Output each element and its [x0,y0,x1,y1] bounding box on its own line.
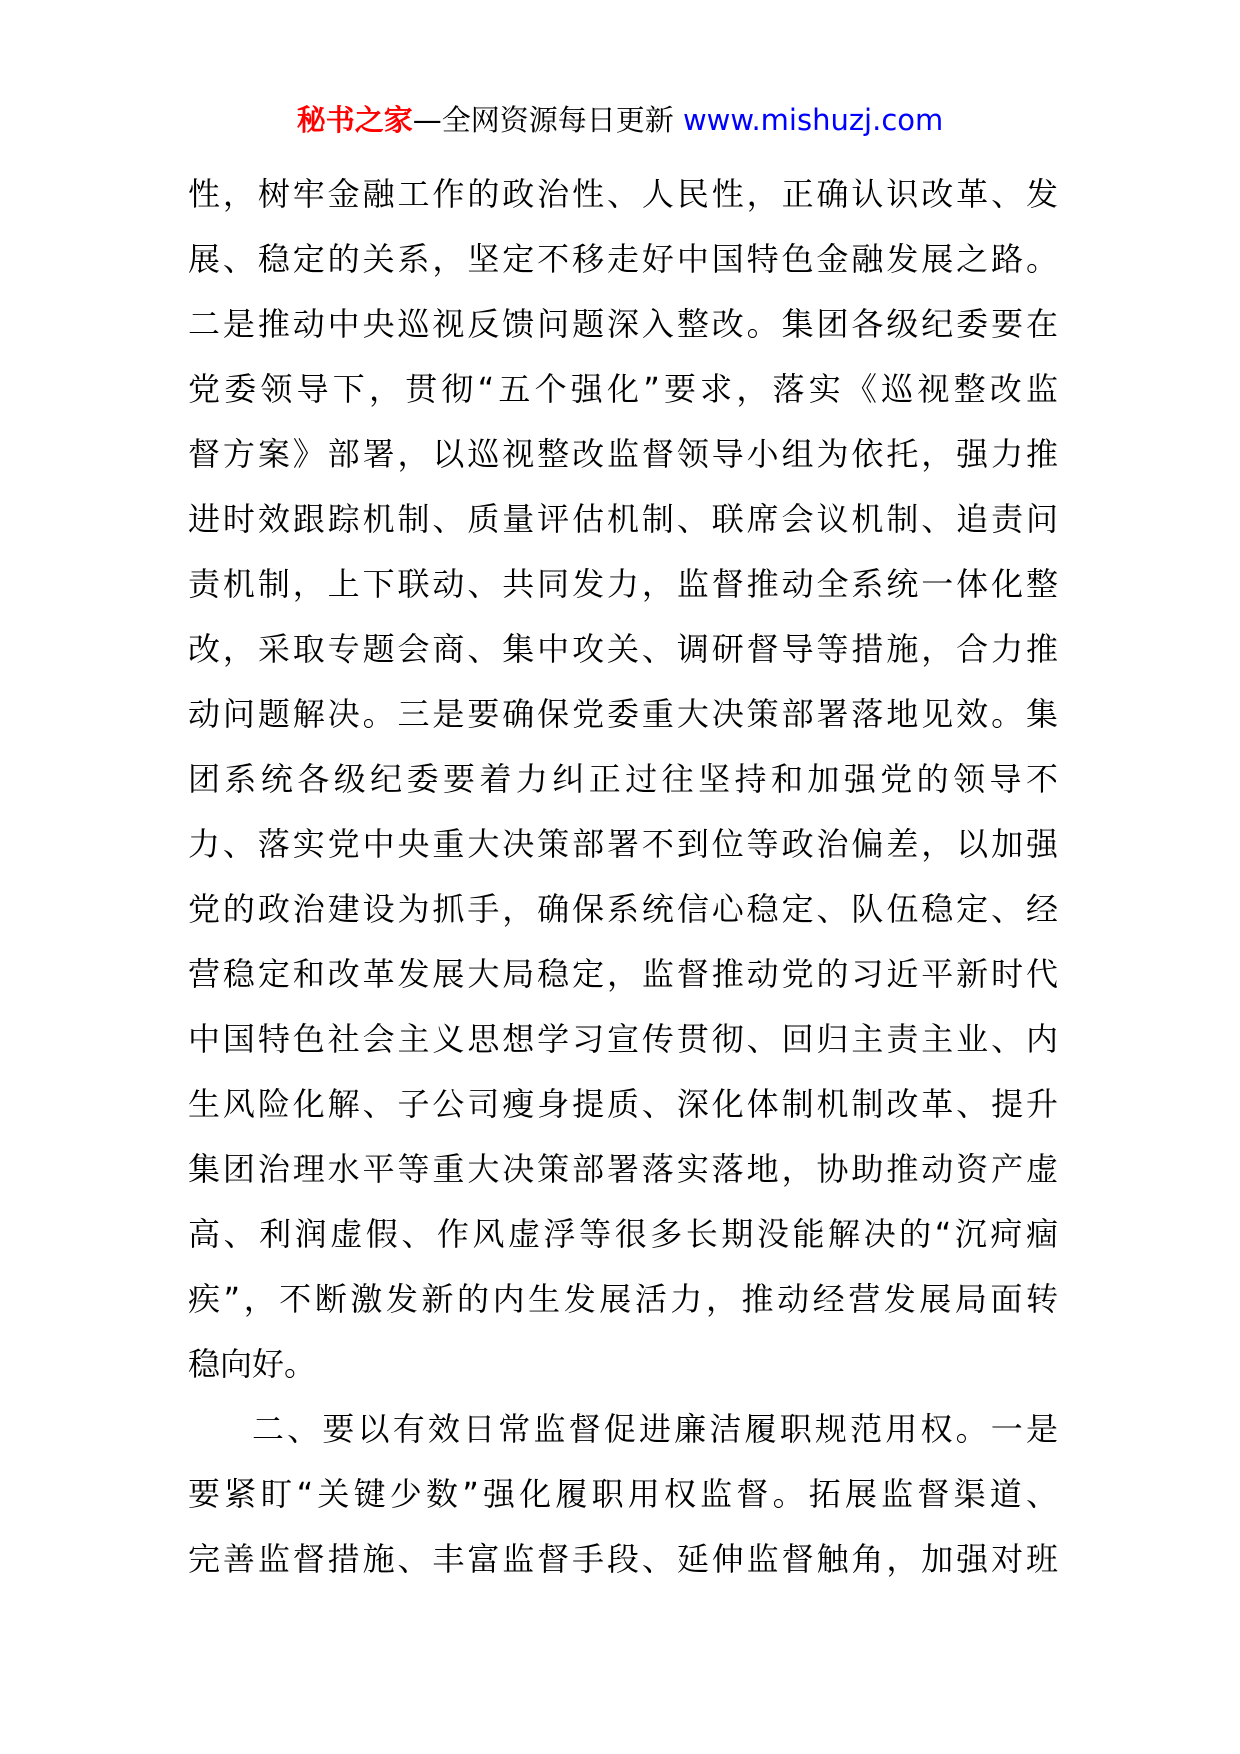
text-line: 改，采取专题会商、集中攻关、调研督导等措施，合力推 [188,630,1058,668]
text-line: 营稳定和改革发展大局稳定，监督推动党的习近平新时代 [188,955,1058,993]
text-line: 党的政治建设为抓手，确保系统信心稳定、队伍稳定、经 [188,890,1058,928]
text-line: 二、要以有效日常监督促进廉洁履职规范用权。一是 [252,1410,1058,1448]
text-line: 动问题解决。三是要确保党委重大决策部署落地见效。集 [188,695,1058,733]
text-line: 中国特色社会主义思想学习宣传贯彻、回归主责主业、内 [188,1020,1058,1058]
text-line: 集团治理水平等重大决策部署落实落地，协助推动资产虚 [188,1150,1058,1188]
text-line: 高、利润虚假、作风虚浮等很多长期没能解决的“沉疴痼 [188,1215,1058,1253]
text-line: 性，树牢金融工作的政治性、人民性，正确认识改革、发 [188,175,1058,213]
text-line: 完善监督措施、丰富监督手段、延伸监督触角，加强对班 [188,1540,1058,1578]
document-body [188,162,1058,1592]
text-line: 团系统各级纪委要着力纠正过往坚持和加强党的领导不 [188,760,1058,798]
site-url-link[interactable]: www.mishuzj.com [682,103,944,137]
text-line: 责机制，上下联动、共同发力，监督推动全系统一体化整 [188,565,1058,603]
text-line: 二是推动中央巡视反馈问题深入整改。集团各级纪委要在 [188,305,1058,343]
text-line: 党委领导下，贯彻“五个强化”要求，落实《巡视整改监 [188,370,1058,408]
text-line: 稳向好。 [188,1345,317,1383]
text-line: 要紧盯“关键少数”强化履职用权监督。拓展监督渠道、 [188,1475,1058,1513]
site-tagline: —全网资源每日更新 [412,103,683,137]
text-line: 力、落实党中央重大决策部署不到位等政治偏差，以加强 [188,825,1058,863]
text-line: 展、稳定的关系，坚定不移走好中国特色金融发展之路。 [188,240,1058,278]
text-line: 督方案》部署，以巡视整改监督领导小组为依托，强力推 [188,435,1058,473]
site-brand: 秘书之家 [296,103,413,137]
text-line: 进时效跟踪机制、质量评估机制、联席会议机制、追责问 [188,500,1058,538]
text-line: 疾”，不断激发新的内生发展活力，推动经营发展局面转 [188,1280,1058,1318]
site-header [0,100,1240,140]
text-line: 生风险化解、子公司瘦身提质、深化体制机制改革、提升 [188,1085,1058,1123]
